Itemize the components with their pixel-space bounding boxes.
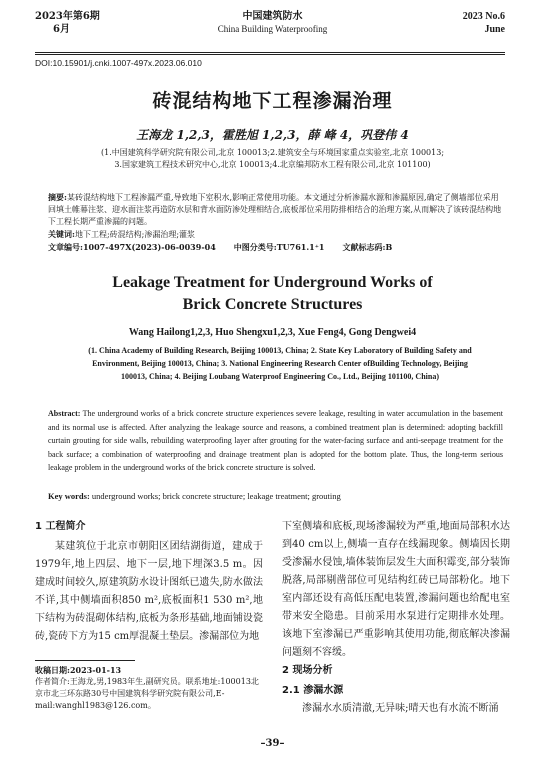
keywords-en-label: Key words:	[48, 491, 90, 501]
footnote-rule	[35, 660, 135, 661]
keywords-en	[48, 491, 503, 501]
journal-name-en: China Building Waterproofing	[217, 24, 328, 34]
received-date: 收稿日期:2023-01-13	[35, 665, 122, 675]
affiliation-cn-line: (1.中国建筑科学研究院有限公司,北京 100013;2.建筑安全与环境国家重点实验室,北京 100013;	[100, 148, 445, 157]
author-info: 作者简介:王海龙,男,1983年生,副研究员。联系地址:100013北京市北三环东路30号中国建筑科学研究院有限公司,E-mail:wanghl1983@126.com。	[35, 677, 259, 710]
affiliation-en-line: 100013, China; 4. Beijing Loubang Waterproof Engineering Co., Ltd., Beijing 101100, China)	[121, 372, 439, 381]
authors-en: Wang Hailong1,2,3, Huo Shengxu1,2,3, Xue Feng4, Gong Dengwei4	[128, 327, 417, 338]
abstract-en-label: Abstract:	[48, 409, 81, 418]
body-column-right	[282, 518, 510, 718]
abstract-cn-text: 某砖混结构地下工程渗漏严重,导致地下室积水,影响正常使用功能。本文通过分析渗漏水源和渗漏原因,确定了侧墙部位采用回填土帷幕注浆、迎水面注浆再造防水层和背水面防渗处理相结合,底板部位采用防排相结合的治理方案,从而解决了该砖混结构地下工程长期严重渗漏的问题。	[48, 193, 502, 226]
keywords-cn	[48, 228, 503, 241]
authors-cn: 王海龙 1,2,3，霍胜旭 1,2,3，薛 峰 4，巩登伟 4	[136, 128, 409, 142]
footnote	[35, 664, 263, 712]
header-month: 6月	[53, 24, 70, 35]
right-paragraph-2: 渗漏水水质清澈,无异味;晴天也有水流不断涌	[302, 703, 499, 714]
affiliation-cn	[50, 147, 495, 171]
keywords-cn-text: 地下工程;砖混结构;渗漏治理;灌浆	[74, 230, 196, 239]
article-meta	[48, 241, 503, 253]
header-right	[463, 10, 505, 36]
affiliation-cn-line: 3.国家建筑工程技术研究中心,北京 100013;4.北京编邦防水工程有限公司,北京 101100)	[114, 160, 431, 169]
section-1-paragraph: 某建筑位于北京市朝阳区团结湖街道，建成于1979年,地上四层、地下一层,地下埋深3.5 m。因建成时间较久,原建筑防水设计图纸已遗失,防水做法不详,其中侧墙面积850 m²,底板面积1 530 m²,地下结构为砖混砌体结构,底板为条形基础,地面铺设瓷砖,瓷砖下方为15 cm厚混凝土垫层。渗漏部位为地	[35, 541, 263, 642]
affiliation-en-line: Environment, Beijing 100013, China; 3. National Engineering Research Center ofBuilding Technology, Beijing	[92, 359, 468, 368]
affiliation-en	[70, 344, 490, 383]
abstract-cn	[48, 191, 503, 228]
doi: DOI:10.15901/j.cnki.1007-497x.2023.06.010	[35, 58, 202, 68]
header-rule-double	[35, 54, 505, 55]
abstract-cn-label: 摘要:	[48, 192, 67, 202]
keywords-en-text: underground works; brick concrete structure; leakage treatment; grouting	[91, 491, 341, 501]
body-column-left	[35, 518, 263, 646]
section-2-heading: 2 现场分析	[282, 665, 333, 676]
section-2-1-heading: 2.1 渗漏水源	[282, 685, 344, 696]
page-number: –39–	[260, 738, 285, 749]
affiliation-en-line: (1. China Academy of Building Research, Beijing 100013, China; 2. State Key Laboratory of Building Safety and	[88, 346, 472, 355]
article-title-en	[0, 272, 545, 316]
article-title-cn: 砖混结构地下工程渗漏治理	[152, 90, 393, 112]
article-number: 文章编号:1007-497X(2023)-06-0039-04	[48, 242, 216, 252]
keywords-cn-label: 关键词:	[48, 229, 75, 239]
clc-number: 中图分类号:TU761.1⁺1	[233, 242, 325, 252]
header-rule	[35, 52, 505, 53]
abstract-en-text: The underground works of a brick concrete structure experiences severe leakage, resulting in water accumulation in the basement and its normal use is affected. After analyzing the leakage source and reasons, a combined treatment plan is determined: adopting backfill curtain grouting for side walls, rebuilding waterproofing layer after grouting for the water-facing surface and anti-seepage treatment for the back surface; a combination of waterproofing and drainage treatment plan is adopted for the bottom plate. Thus, the long-term serious leakage problem in the underground works of the brick concrete structure is solved.	[48, 409, 503, 472]
header-month-en: June	[484, 24, 505, 35]
header-issue: 2023年第6期	[35, 11, 100, 22]
header-issue-en: 2023 No.6	[462, 11, 505, 22]
right-paragraph-1: 下室侧墙和底板,现场渗漏较为严重,地面局部积水达到40 cm以上,侧墙一直存在线漏现象。侧墙因长期受渗漏水侵蚀,墙体装饰层发生大面积霉变,部分装饰脱落,局部剔凿部位可见结构红砖已局部粉化。地下室内部还设有高低压配电装置,渗漏问题也给配电室带来安全隐患。目前采用水泵进行定期排水处理。该地下室渗漏已严重影响其使用功能,彻底解决渗漏问题刻不容缓。	[282, 521, 510, 658]
title-en-line: Brick Concrete Structures	[182, 296, 363, 313]
abstract-en	[48, 407, 503, 475]
title-en-line: Leakage Treatment for Underground Works of	[112, 274, 433, 291]
document-code: 文献标志码:B	[342, 242, 393, 252]
section-1-heading: 1 工程简介	[35, 521, 86, 532]
journal-name-cn: 中国建筑防水	[242, 11, 303, 22]
